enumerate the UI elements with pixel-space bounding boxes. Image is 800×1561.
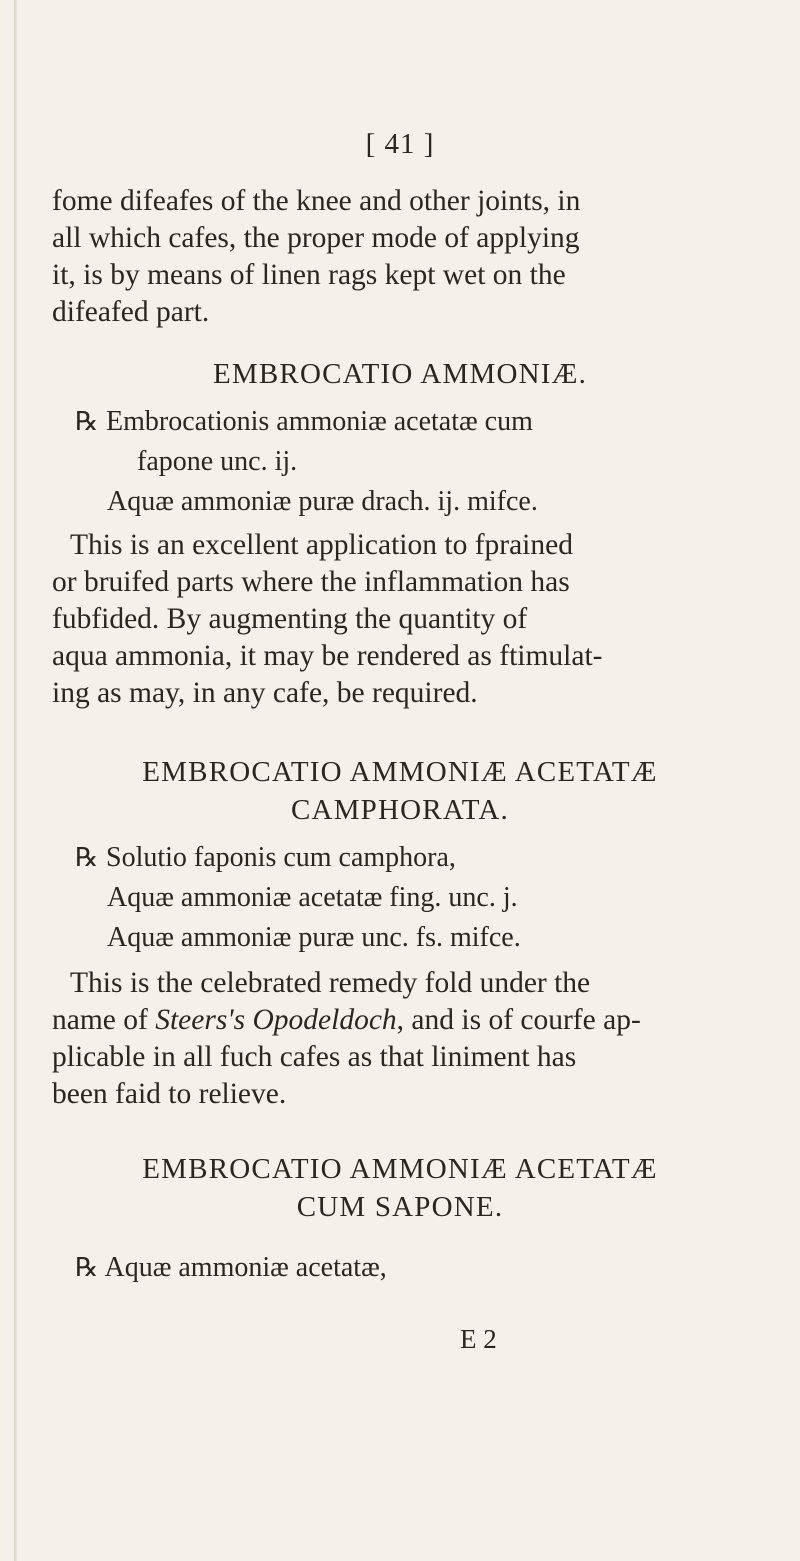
recipe-line: fapone unc. ij.	[137, 446, 298, 477]
section-heading	[0, 753, 800, 829]
section-heading	[0, 1150, 800, 1226]
recipe-text: Embrocationis ammoniæ acetatæ cum	[106, 406, 533, 437]
text-line: plicable in all fuch cafes as that liniment has	[52, 1041, 577, 1073]
page-number: [ 41 ]	[365, 128, 435, 160]
remedy-name: Steers's Opodeldoch	[155, 1004, 397, 1036]
intro-paragraph	[52, 183, 742, 331]
heading-line: CAMPHORATA.	[291, 794, 509, 826]
text-line: This is the celebrated remedy fold under the	[70, 967, 591, 999]
rx-symbol: ℞	[75, 1253, 99, 1282]
text-line	[52, 1002, 742, 1039]
recipe-line: Aquæ ammoniæ puræ unc. fs. mifce.	[107, 922, 521, 953]
body-paragraph	[52, 965, 742, 1113]
text-line: This is an excellent application to fprained	[70, 529, 573, 561]
text-line: fubfided. By augmenting the quantity of	[52, 603, 528, 635]
text-line: all which cafes, the proper mode of applying	[52, 222, 580, 254]
text-line: aqua ammonia, it may be rendered as ftimulat-	[52, 640, 603, 672]
section-heading: EMBROCATIO AMMONIÆ.	[212, 358, 588, 390]
signature-mark: E 2	[460, 1324, 497, 1354]
text-span: , and is of courfe ap-	[396, 1004, 641, 1036]
text-line: been faid to relieve.	[52, 1078, 287, 1110]
text-line: it, is by means of linen rags kept wet on the	[52, 259, 566, 291]
text-span: name of	[52, 1004, 156, 1036]
recipe-line	[75, 838, 775, 878]
recipe-text: Solutio faponis cum camphora,	[106, 842, 456, 873]
heading-line: EMBROCATIO AMMONIÆ ACETATÆ	[142, 1153, 658, 1185]
recipe-line	[75, 402, 775, 442]
rx-symbol: ℞	[75, 843, 99, 872]
heading-line: CUM SAPONE.	[296, 1191, 504, 1223]
recipe-line	[75, 1248, 775, 1288]
text-line: fome difeafes of the knee and other joints, in	[52, 185, 581, 217]
text-line: ing as may, in any cafe, be required.	[52, 677, 478, 709]
recipe	[75, 1248, 775, 1288]
text-line: difeafed part.	[52, 296, 210, 328]
heading-line: EMBROCATIO AMMONIÆ ACETATÆ	[142, 756, 658, 788]
rx-symbol: ℞	[75, 407, 99, 436]
recipe-line: Aquæ ammoniæ puræ drach. ij. mifce.	[107, 486, 538, 517]
recipe	[75, 838, 775, 958]
recipe-text: Aquæ ammoniæ acetatæ,	[104, 1252, 387, 1283]
text-line: or bruifed parts where the inflammation has	[52, 566, 570, 598]
recipe	[75, 402, 775, 522]
recipe-line: Aquæ ammoniæ acetatæ fing. unc. j.	[107, 882, 518, 913]
body-paragraph	[52, 527, 742, 712]
